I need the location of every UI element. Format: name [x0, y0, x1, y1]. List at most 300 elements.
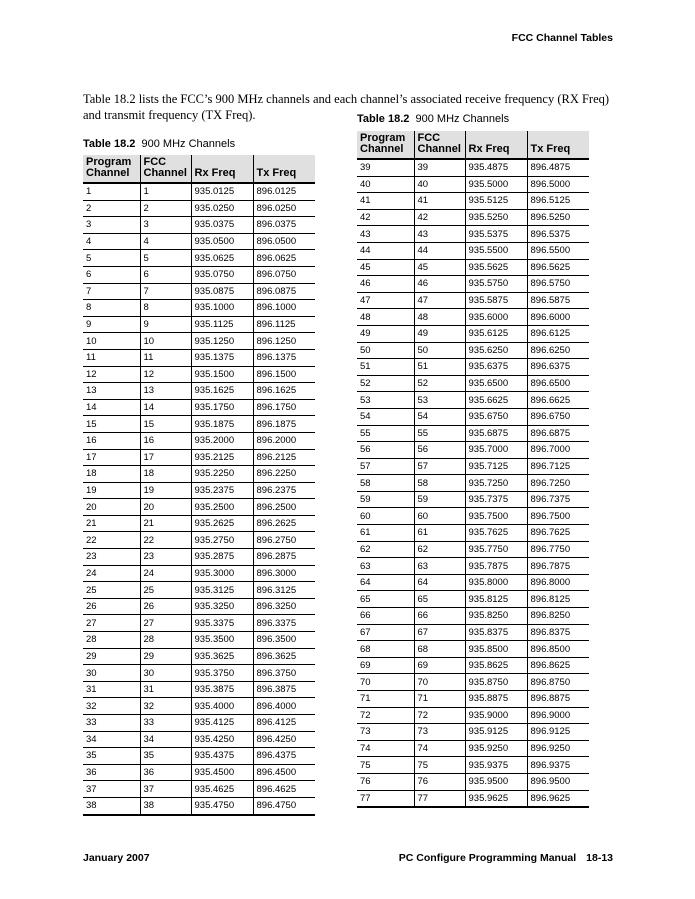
table-row [357, 574, 589, 591]
cell-rx-freq: 935.5875 [465, 292, 527, 309]
cell-rx-freq: 935.5750 [465, 276, 527, 293]
cell-fcc-channel: 53 [414, 392, 465, 409]
cell-tx-freq: 896.1375 [253, 349, 315, 366]
header-program-channel: Program Channel [83, 155, 140, 183]
cell-rx-freq: 935.3875 [191, 681, 253, 698]
cell-tx-freq: 896.0250 [253, 200, 315, 217]
cell-rx-freq: 935.4125 [191, 715, 253, 732]
cell-rx-freq: 935.0625 [191, 250, 253, 267]
cell-rx-freq: 935.7625 [465, 525, 527, 542]
cell-rx-freq: 935.4375 [191, 748, 253, 765]
cell-tx-freq: 896.6125 [527, 325, 589, 342]
cell-rx-freq: 935.7500 [465, 508, 527, 525]
cell-fcc-channel: 22 [140, 532, 191, 549]
cell-program-channel: 61 [357, 525, 414, 542]
cell-tx-freq: 896.0875 [253, 283, 315, 300]
table-row [83, 665, 315, 682]
cell-rx-freq: 935.9125 [465, 724, 527, 741]
table-row [357, 724, 589, 741]
cell-fcc-channel: 42 [414, 209, 465, 226]
cell-fcc-channel: 19 [140, 482, 191, 499]
cell-tx-freq: 896.6250 [527, 342, 589, 359]
cell-rx-freq: 935.1125 [191, 316, 253, 333]
cell-rx-freq: 935.4500 [191, 764, 253, 781]
cell-rx-freq: 935.8125 [465, 591, 527, 608]
table-row [357, 259, 589, 276]
cell-fcc-channel: 17 [140, 449, 191, 466]
table-row [83, 648, 315, 665]
cell-program-channel: 45 [357, 259, 414, 276]
cell-tx-freq: 896.8125 [527, 591, 589, 608]
cell-rx-freq: 935.4250 [191, 731, 253, 748]
cell-tx-freq: 896.4000 [253, 698, 315, 715]
cell-fcc-channel: 39 [414, 159, 465, 176]
cell-tx-freq: 896.6625 [527, 392, 589, 409]
cell-program-channel: 75 [357, 757, 414, 774]
cell-rx-freq: 935.3125 [191, 582, 253, 599]
cell-fcc-channel: 57 [414, 458, 465, 475]
cell-fcc-channel: 45 [414, 259, 465, 276]
table-row [357, 674, 589, 691]
cell-fcc-channel: 60 [414, 508, 465, 525]
cell-rx-freq: 935.5500 [465, 242, 527, 259]
footer-right [399, 852, 613, 864]
table-row [357, 508, 589, 525]
cell-rx-freq: 935.5125 [465, 193, 527, 210]
cell-tx-freq: 896.0500 [253, 233, 315, 250]
cell-rx-freq: 935.8250 [465, 608, 527, 625]
cell-fcc-channel: 31 [140, 681, 191, 698]
table-row [357, 641, 589, 658]
cell-fcc-channel: 13 [140, 383, 191, 400]
cell-rx-freq: 935.9000 [465, 707, 527, 724]
table-row [357, 325, 589, 342]
cell-rx-freq: 935.4000 [191, 698, 253, 715]
running-header: FCC Channel Tables [511, 32, 613, 44]
table-row [83, 300, 315, 317]
table-row [357, 442, 589, 459]
cell-rx-freq: 935.4750 [191, 797, 253, 814]
header-tx-freq: Tx Freq [527, 131, 589, 159]
table-header-row [357, 131, 589, 159]
cell-program-channel: 52 [357, 375, 414, 392]
table-row [357, 790, 589, 807]
table-row [83, 797, 315, 814]
header-fcc-channel: FCC Channel [140, 155, 191, 183]
cell-program-channel: 8 [83, 300, 140, 317]
table-row [83, 316, 315, 333]
caption-number: Table 18.2 [357, 113, 410, 125]
table-row [357, 209, 589, 226]
cell-fcc-channel: 43 [414, 226, 465, 243]
cell-program-channel: 50 [357, 342, 414, 359]
cell-program-channel: 18 [83, 466, 140, 483]
cell-tx-freq: 896.5875 [527, 292, 589, 309]
cell-program-channel: 64 [357, 574, 414, 591]
cell-rx-freq: 935.7125 [465, 458, 527, 475]
cell-rx-freq: 935.3500 [191, 632, 253, 649]
table-row [83, 217, 315, 234]
cell-fcc-channel: 2 [140, 200, 191, 217]
table-row [83, 781, 315, 798]
cell-tx-freq: 896.9000 [527, 707, 589, 724]
cell-fcc-channel: 69 [414, 657, 465, 674]
cell-program-channel: 26 [83, 598, 140, 615]
cell-rx-freq: 935.3250 [191, 598, 253, 615]
cell-program-channel: 44 [357, 242, 414, 259]
table-row [83, 482, 315, 499]
cell-tx-freq: 896.3125 [253, 582, 315, 599]
cell-program-channel: 54 [357, 408, 414, 425]
cell-rx-freq: 935.7250 [465, 475, 527, 492]
cell-program-channel: 72 [357, 707, 414, 724]
table-row [357, 707, 589, 724]
cell-program-channel: 35 [83, 748, 140, 765]
cell-tx-freq: 896.4750 [253, 797, 315, 814]
cell-program-channel: 59 [357, 491, 414, 508]
cell-rx-freq: 935.2375 [191, 482, 253, 499]
cell-tx-freq: 896.2375 [253, 482, 315, 499]
cell-program-channel: 23 [83, 549, 140, 566]
table-row [83, 632, 315, 649]
cell-program-channel: 27 [83, 615, 140, 632]
cell-fcc-channel: 73 [414, 724, 465, 741]
cell-rx-freq: 935.1000 [191, 300, 253, 317]
table-row [357, 392, 589, 409]
cell-tx-freq: 896.7375 [527, 491, 589, 508]
cell-fcc-channel: 65 [414, 591, 465, 608]
table-row [83, 748, 315, 765]
cell-fcc-channel: 54 [414, 408, 465, 425]
cell-fcc-channel: 74 [414, 740, 465, 757]
cell-program-channel: 56 [357, 442, 414, 459]
table-row [357, 608, 589, 625]
caption-number: Table 18.2 [83, 138, 136, 150]
cell-fcc-channel: 27 [140, 615, 191, 632]
table-row [357, 309, 589, 326]
intro-paragraph: Table 18.2 lists the FCC’s 900 MHz channels and each channel’s associated receive frequency (RX Freq) and transmit frequency (TX Freq). [83, 91, 610, 122]
cell-program-channel: 76 [357, 773, 414, 790]
cell-rx-freq: 935.8000 [465, 574, 527, 591]
table-row [83, 615, 315, 632]
cell-tx-freq: 896.0625 [253, 250, 315, 267]
cell-rx-freq: 935.4625 [191, 781, 253, 798]
header-program-channel: Program Channel [357, 131, 414, 159]
cell-rx-freq: 935.8625 [465, 657, 527, 674]
cell-program-channel: 73 [357, 724, 414, 741]
cell-tx-freq: 896.0750 [253, 266, 315, 283]
cell-rx-freq: 935.9625 [465, 790, 527, 807]
header-fcc-channel: FCC Channel [414, 131, 465, 159]
table-row [357, 176, 589, 193]
cell-tx-freq: 896.2250 [253, 466, 315, 483]
cell-fcc-channel: 12 [140, 366, 191, 383]
cell-program-channel: 4 [83, 233, 140, 250]
cell-program-channel: 9 [83, 316, 140, 333]
cell-tx-freq: 896.2500 [253, 499, 315, 516]
caption-title: 900 MHz Channels [141, 138, 236, 150]
cell-fcc-channel: 28 [140, 632, 191, 649]
cell-fcc-channel: 44 [414, 242, 465, 259]
cell-fcc-channel: 4 [140, 233, 191, 250]
cell-program-channel: 32 [83, 698, 140, 715]
cell-fcc-channel: 32 [140, 698, 191, 715]
cell-tx-freq: 896.7500 [527, 508, 589, 525]
cell-fcc-channel: 52 [414, 375, 465, 392]
cell-tx-freq: 896.6000 [527, 309, 589, 326]
cell-rx-freq: 935.7375 [465, 491, 527, 508]
cell-program-channel: 20 [83, 499, 140, 516]
cell-program-channel: 30 [83, 665, 140, 682]
cell-fcc-channel: 29 [140, 648, 191, 665]
cell-tx-freq: 896.8000 [527, 574, 589, 591]
cell-tx-freq: 896.2750 [253, 532, 315, 549]
cell-fcc-channel: 11 [140, 349, 191, 366]
cell-program-channel: 63 [357, 558, 414, 575]
cell-tx-freq: 896.4375 [253, 748, 315, 765]
cell-program-channel: 2 [83, 200, 140, 217]
cell-program-channel: 1 [83, 183, 140, 200]
table-row [83, 499, 315, 516]
cell-program-channel: 77 [357, 790, 414, 807]
header-rx-freq: Rx Freq [465, 131, 527, 159]
cell-fcc-channel: 23 [140, 549, 191, 566]
cell-tx-freq: 896.7125 [527, 458, 589, 475]
table-row [357, 525, 589, 542]
cell-rx-freq: 935.2875 [191, 549, 253, 566]
cell-tx-freq: 896.3375 [253, 615, 315, 632]
cell-tx-freq: 896.8750 [527, 674, 589, 691]
cell-program-channel: 53 [357, 392, 414, 409]
table-row [357, 657, 589, 674]
cell-program-channel: 43 [357, 226, 414, 243]
cell-program-channel: 48 [357, 309, 414, 326]
table-row [83, 449, 315, 466]
cell-fcc-channel: 64 [414, 574, 465, 591]
cell-rx-freq: 935.5250 [465, 209, 527, 226]
cell-fcc-channel: 40 [414, 176, 465, 193]
cell-program-channel: 14 [83, 399, 140, 416]
table-row [357, 408, 589, 425]
cell-rx-freq: 935.6875 [465, 425, 527, 442]
cell-fcc-channel: 61 [414, 525, 465, 542]
cell-tx-freq: 896.4875 [527, 159, 589, 176]
cell-tx-freq: 896.9500 [527, 773, 589, 790]
cell-program-channel: 36 [83, 764, 140, 781]
cell-rx-freq: 935.3375 [191, 615, 253, 632]
cell-rx-freq: 935.7875 [465, 558, 527, 575]
cell-fcc-channel: 49 [414, 325, 465, 342]
cell-fcc-channel: 7 [140, 283, 191, 300]
cell-fcc-channel: 67 [414, 624, 465, 641]
cell-rx-freq: 935.3750 [191, 665, 253, 682]
cell-program-channel: 33 [83, 715, 140, 732]
cell-fcc-channel: 20 [140, 499, 191, 516]
table-row [83, 383, 315, 400]
cell-tx-freq: 896.9125 [527, 724, 589, 741]
cell-program-channel: 55 [357, 425, 414, 442]
cell-fcc-channel: 51 [414, 359, 465, 376]
table-row [83, 266, 315, 283]
cell-rx-freq: 935.8750 [465, 674, 527, 691]
table-row [357, 740, 589, 757]
cell-program-channel: 37 [83, 781, 140, 798]
cell-program-channel: 66 [357, 608, 414, 625]
cell-program-channel: 67 [357, 624, 414, 641]
table-row [357, 425, 589, 442]
table-row [357, 757, 589, 774]
cell-fcc-channel: 3 [140, 217, 191, 234]
table-row [83, 349, 315, 366]
cell-rx-freq: 935.5375 [465, 226, 527, 243]
cell-tx-freq: 896.7750 [527, 541, 589, 558]
cell-program-channel: 41 [357, 193, 414, 210]
cell-program-channel: 22 [83, 532, 140, 549]
table-row [83, 466, 315, 483]
cell-tx-freq: 896.3875 [253, 681, 315, 698]
cell-tx-freq: 896.5250 [527, 209, 589, 226]
cell-tx-freq: 896.8625 [527, 657, 589, 674]
cell-tx-freq: 896.8375 [527, 624, 589, 641]
cell-rx-freq: 935.6250 [465, 342, 527, 359]
table-row [357, 292, 589, 309]
cell-fcc-channel: 14 [140, 399, 191, 416]
cell-fcc-channel: 63 [414, 558, 465, 575]
cell-rx-freq: 935.0500 [191, 233, 253, 250]
cell-fcc-channel: 1 [140, 183, 191, 200]
cell-fcc-channel: 5 [140, 250, 191, 267]
cell-rx-freq: 935.1750 [191, 399, 253, 416]
cell-rx-freq: 935.0875 [191, 283, 253, 300]
cell-program-channel: 16 [83, 432, 140, 449]
cell-tx-freq: 896.4250 [253, 731, 315, 748]
header-rx-freq: Rx Freq [191, 155, 253, 183]
table-row [357, 475, 589, 492]
cell-rx-freq: 935.8875 [465, 691, 527, 708]
cell-fcc-channel: 10 [140, 333, 191, 350]
table-row [83, 283, 315, 300]
cell-rx-freq: 935.6625 [465, 392, 527, 409]
table-row [357, 691, 589, 708]
cell-program-channel: 39 [357, 159, 414, 176]
table-header-row [83, 155, 315, 183]
cell-program-channel: 74 [357, 740, 414, 757]
table-row [357, 558, 589, 575]
table-row [357, 624, 589, 641]
cell-program-channel: 69 [357, 657, 414, 674]
cell-fcc-channel: 30 [140, 665, 191, 682]
cell-tx-freq: 896.1250 [253, 333, 315, 350]
cell-tx-freq: 896.4500 [253, 764, 315, 781]
cell-tx-freq: 896.3750 [253, 665, 315, 682]
cell-rx-freq: 935.1375 [191, 349, 253, 366]
cell-program-channel: 40 [357, 176, 414, 193]
cell-tx-freq: 896.4125 [253, 715, 315, 732]
cell-rx-freq: 935.1250 [191, 333, 253, 350]
table-row [83, 250, 315, 267]
table-row [83, 532, 315, 549]
table-row [357, 226, 589, 243]
cell-rx-freq: 935.0375 [191, 217, 253, 234]
cell-rx-freq: 935.8500 [465, 641, 527, 658]
cell-tx-freq: 896.5375 [527, 226, 589, 243]
cell-tx-freq: 896.6875 [527, 425, 589, 442]
cell-rx-freq: 935.7000 [465, 442, 527, 459]
cell-fcc-channel: 66 [414, 608, 465, 625]
cell-program-channel: 62 [357, 541, 414, 558]
cell-fcc-channel: 56 [414, 442, 465, 459]
cell-rx-freq: 935.1875 [191, 416, 253, 433]
cell-rx-freq: 935.7750 [465, 541, 527, 558]
cell-program-channel: 12 [83, 366, 140, 383]
cell-program-channel: 49 [357, 325, 414, 342]
cell-tx-freq: 896.7875 [527, 558, 589, 575]
cell-fcc-channel: 62 [414, 541, 465, 558]
cell-fcc-channel: 71 [414, 691, 465, 708]
cell-tx-freq: 896.0375 [253, 217, 315, 234]
cell-program-channel: 60 [357, 508, 414, 525]
cell-program-channel: 7 [83, 283, 140, 300]
cell-tx-freq: 896.3000 [253, 565, 315, 582]
cell-rx-freq: 935.0250 [191, 200, 253, 217]
cell-tx-freq: 896.1500 [253, 366, 315, 383]
cell-program-channel: 13 [83, 383, 140, 400]
cell-program-channel: 15 [83, 416, 140, 433]
cell-program-channel: 21 [83, 515, 140, 532]
cell-fcc-channel: 33 [140, 715, 191, 732]
table-row [83, 565, 315, 582]
cell-rx-freq: 935.5625 [465, 259, 527, 276]
cell-fcc-channel: 35 [140, 748, 191, 765]
cell-rx-freq: 935.2500 [191, 499, 253, 516]
cell-rx-freq: 935.2125 [191, 449, 253, 466]
cell-rx-freq: 935.6125 [465, 325, 527, 342]
cell-tx-freq: 896.5125 [527, 193, 589, 210]
table-row [83, 715, 315, 732]
cell-tx-freq: 896.2000 [253, 432, 315, 449]
table-row [83, 333, 315, 350]
cell-rx-freq: 935.6500 [465, 375, 527, 392]
cell-rx-freq: 935.9375 [465, 757, 527, 774]
cell-tx-freq: 896.1625 [253, 383, 315, 400]
table-row [357, 276, 589, 293]
table-row [83, 698, 315, 715]
cell-program-channel: 34 [83, 731, 140, 748]
cell-program-channel: 65 [357, 591, 414, 608]
cell-fcc-channel: 16 [140, 432, 191, 449]
cell-tx-freq: 896.9375 [527, 757, 589, 774]
cell-program-channel: 29 [83, 648, 140, 665]
cell-tx-freq: 896.5500 [527, 242, 589, 259]
cell-fcc-channel: 72 [414, 707, 465, 724]
cell-rx-freq: 935.2250 [191, 466, 253, 483]
cell-rx-freq: 935.3625 [191, 648, 253, 665]
channel-table-right [357, 131, 589, 808]
cell-fcc-channel: 34 [140, 731, 191, 748]
cell-program-channel: 11 [83, 349, 140, 366]
table-row [357, 242, 589, 259]
cell-program-channel: 25 [83, 582, 140, 599]
table-row [83, 183, 315, 200]
cell-tx-freq: 896.3500 [253, 632, 315, 649]
cell-fcc-channel: 58 [414, 475, 465, 492]
table-row [357, 375, 589, 392]
cell-rx-freq: 935.6750 [465, 408, 527, 425]
table-row [83, 399, 315, 416]
cell-program-channel: 28 [83, 632, 140, 649]
cell-fcc-channel: 75 [414, 757, 465, 774]
table-row [83, 200, 315, 217]
